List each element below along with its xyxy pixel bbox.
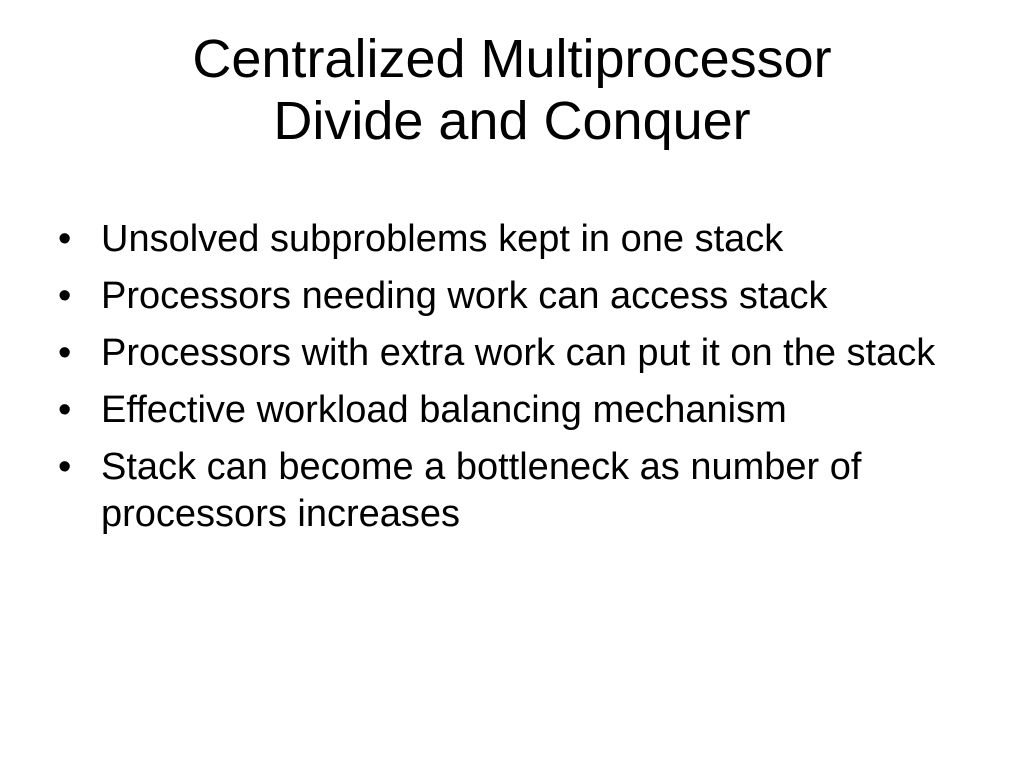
bullet-marker: • xyxy=(58,446,72,488)
bullet-item xyxy=(56,273,996,320)
bullet-item xyxy=(56,330,996,377)
slide-title-line-1: Centralized Multiprocessor xyxy=(192,29,832,89)
bullet-list xyxy=(56,216,996,548)
bullet-text: Unsolved subproblems kept in one stack xyxy=(101,218,784,260)
slide-title xyxy=(0,28,1024,152)
bullet-item xyxy=(56,387,996,434)
bullet-marker: • xyxy=(58,275,72,317)
bullet-text: Effective workload balancing mechanism xyxy=(101,389,787,431)
bullet-marker: • xyxy=(58,389,72,431)
bullet-text: Stack can become a bottleneck as number of processors increases xyxy=(101,446,862,535)
slide-title-line-2: Divide and Conquer xyxy=(273,91,751,151)
bullet-text: Processors needing work can access stack xyxy=(101,275,828,317)
bullet-item xyxy=(56,216,996,263)
bullet-marker: • xyxy=(58,332,72,374)
bullet-item xyxy=(56,444,996,538)
bullet-text: Processors with extra work can put it on the stack xyxy=(101,332,936,374)
bullet-marker: • xyxy=(58,218,72,260)
